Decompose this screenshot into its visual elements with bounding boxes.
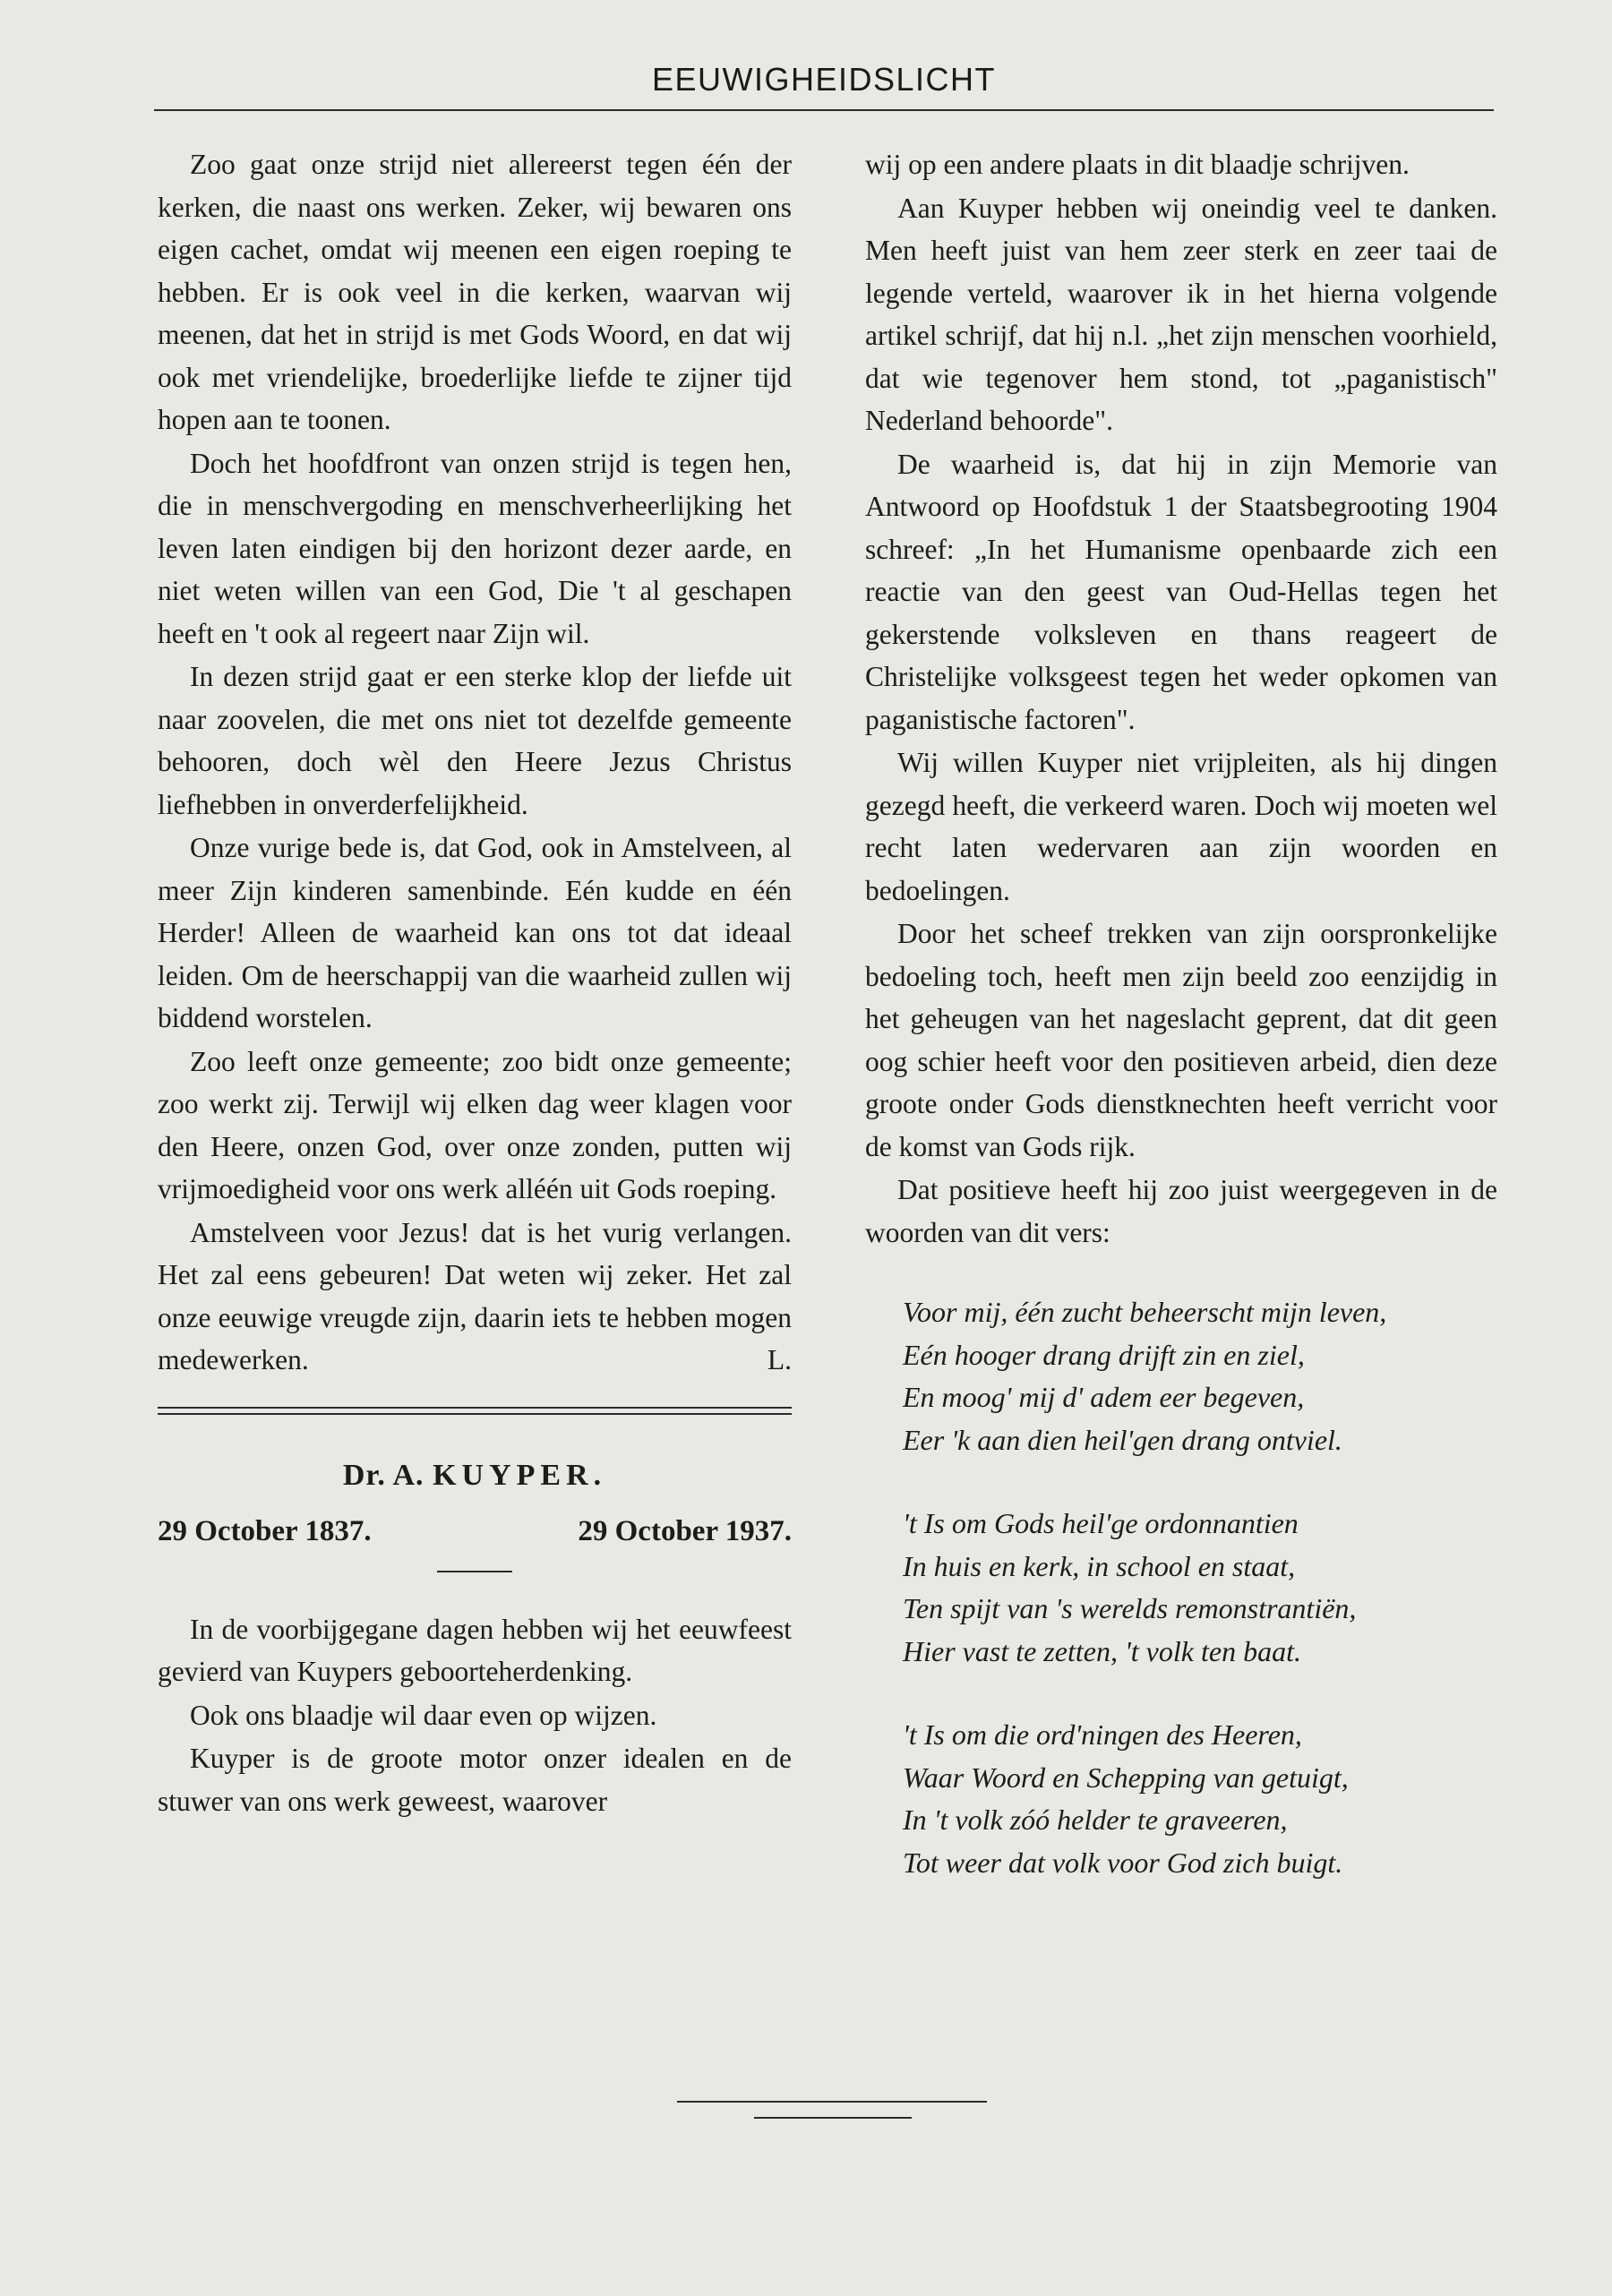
paragraph: Ook ons blaadje wil daar even op wijzen. <box>190 1699 657 1731</box>
paragraph: Dat positieve heeft hij zoo juist weergegeven in de woorden van dit vers: <box>865 1174 1497 1248</box>
birth-date: 29 October 1837. <box>158 1514 372 1547</box>
poem-line: Hier vast te zetten, 't volk ten baat. <box>903 1634 1301 1667</box>
poem-line: Waar Woord en Schepping van getuigt, <box>903 1761 1349 1794</box>
article-title-prefix: Dr. A. <box>342 1458 424 1492</box>
poem-line: En moog' mij d' adem eer begeven, <box>903 1381 1305 1413</box>
running-title: EEUWIGHEIDSLICHT <box>651 61 997 98</box>
article-title-name: KUYPER. <box>433 1458 607 1492</box>
poem-line: Ten spijt van 's werelds remonstrantiën, <box>903 1592 1357 1624</box>
paragraph: De waarheid is, dat hij in zijn Memorie van Antwoord op Hoofdstuk 1 der Staatsbegrooting 1904 schreef: „In het Humanisme openbaarde zich een reactie van den geest van Oud-Hellas tegen het gekerstende volksleven en thans reageert de Christelijke volksgeest tegen het weder opkomen van paganistische factoren". <box>865 448 1497 735</box>
header-rule <box>154 109 1494 111</box>
paragraph: Zoo leeft onze gemeente; zoo bidt onze gemeente; zoo werkt zij. Terwijl wij elken dag weer klagen voor den Heere, onzen God, over onze zonden, putten wij vrijmoedigheid voor ons werk alléén uit Gods roeping. <box>158 1045 792 1204</box>
poem-line: Tot weer dat volk voor God zich buigt. <box>903 1846 1343 1879</box>
paragraph: In de voorbijgegane dagen hebben wij het eeuwfeest gevierd van Kuypers geboorteherdenking. <box>158 1613 792 1687</box>
section-divider <box>158 1407 792 1415</box>
signature: L. <box>767 1344 792 1375</box>
article-title <box>158 1454 792 1497</box>
paragraph: Doch het hoofdfront van onzen strijd is tegen hen, die in menschvergoding en menschverheerlijking het leven laten eindigen bij den horizont dezer aarde, en niet weten willen van een God, Die 't al geschapen heeft en 't ook al regeert naar Zijn wil. <box>158 447 792 649</box>
end-rule-short <box>754 2117 912 2119</box>
paragraph: Aan Kuyper hebben wij oneindig veel te danken. Men heeft juist van hem zeer sterk en zeer taai de legende verteld, waarover ik in het hierna volgende artikel schrijf, dat hij n.l. „het zijn menschen voorhield, dat wie tegenover hem stond, tot „paganistisch" Nederland behoorde". <box>865 192 1497 436</box>
poem-line: Eén hooger drang drijft zin en ziel, <box>903 1338 1305 1371</box>
left-column <box>158 143 792 1823</box>
poem-line: 't Is om Gods heil'ge ordonnantien <box>903 1507 1299 1539</box>
poem-line: Eer 'k aan dien heil'gen drang ontviel. <box>903 1423 1342 1456</box>
paragraph: Kuyper is de groote motor onzer idealen en de stuwer van ons werk geweest, waarover <box>158 1743 792 1817</box>
paragraph: Wij willen Kuyper niet vrijpleiten, als hij dingen gezegd heeft, die verkeerd waren. Doch wij moeten wel recht laten wedervaren aan zijn woorden en bedoelingen. <box>865 747 1497 906</box>
paragraph: In dezen strijd gaat er een sterke klop der liefde uit naar zoovelen, die met ons niet tot dezelfde gemeente behooren, doch wèl den Heere Jezus Christus liefhebben in onverderfelijkheid. <box>158 661 792 820</box>
paragraph: Zoo gaat onze strijd niet allereerst tegen één der kerken, die naast ons werken. Zeker, wij bewaren ons eigen cachet, omdat wij meenen een eigen roeping te hebben. Er is ook veel in die kerken, waarvan wij meenen, dat het in strijd is met Gods Woord, en dat wij ook met vriendelijke, broederlijke liefde te zijner tijd hopen aan te toonen. <box>158 149 792 435</box>
poem-line: 't Is om die ord'ningen des Heeren, <box>903 1718 1302 1751</box>
poem-stanza <box>903 1503 1497 1673</box>
paragraph-text: Amstelveen voor Jezus! dat is het vurig verlangen. Het zal eens gebeuren! Dat weten wij zeker. Het zal onze eeuwige vreugde zijn, daarin iets te hebben mogen medewerken. <box>158 1216 792 1375</box>
end-rule-long <box>677 2101 987 2103</box>
article-dates <box>158 1510 792 1553</box>
paragraph-continuation: wij op een andere plaats in dit blaadje schrijven. <box>865 149 1410 180</box>
paragraph: Door het scheef trekken van zijn oorspronkelijke bedoeling toch, heeft men zijn beeld zoo eenzijdig in het geheugen van het nageslacht geprent, dat dit geen oog schier heeft voor den positieven arbeid, dien deze groote onder Gods dienstknechten heeft verricht voor de komst van Gods rijk. <box>865 918 1497 1162</box>
poem <box>865 1291 1497 1884</box>
poem-line: In 't volk zóó helder te graveeren, <box>903 1803 1288 1836</box>
poem-stanza <box>903 1291 1497 1461</box>
paragraph <box>158 1212 792 1382</box>
right-column <box>865 143 1497 1925</box>
poem-line: In huis en kerk, in school en staat, <box>903 1549 1296 1582</box>
title-rule <box>437 1571 512 1572</box>
poem-line: Voor mij, één zucht beheerscht mijn leven, <box>903 1296 1387 1328</box>
paragraph: Onze vurige bede is, dat God, ook in Amstelveen, al meer Zijn kinderen samenbinde. Eén kudde en één Herder! Alleen de waarheid kan ons tot dat ideaal leiden. Om de heerschappij van die waarheid zullen wij biddend worstelen. <box>158 832 792 1033</box>
poem-stanza <box>903 1714 1497 1884</box>
centenary-date: 29 October 1937. <box>578 1514 792 1547</box>
